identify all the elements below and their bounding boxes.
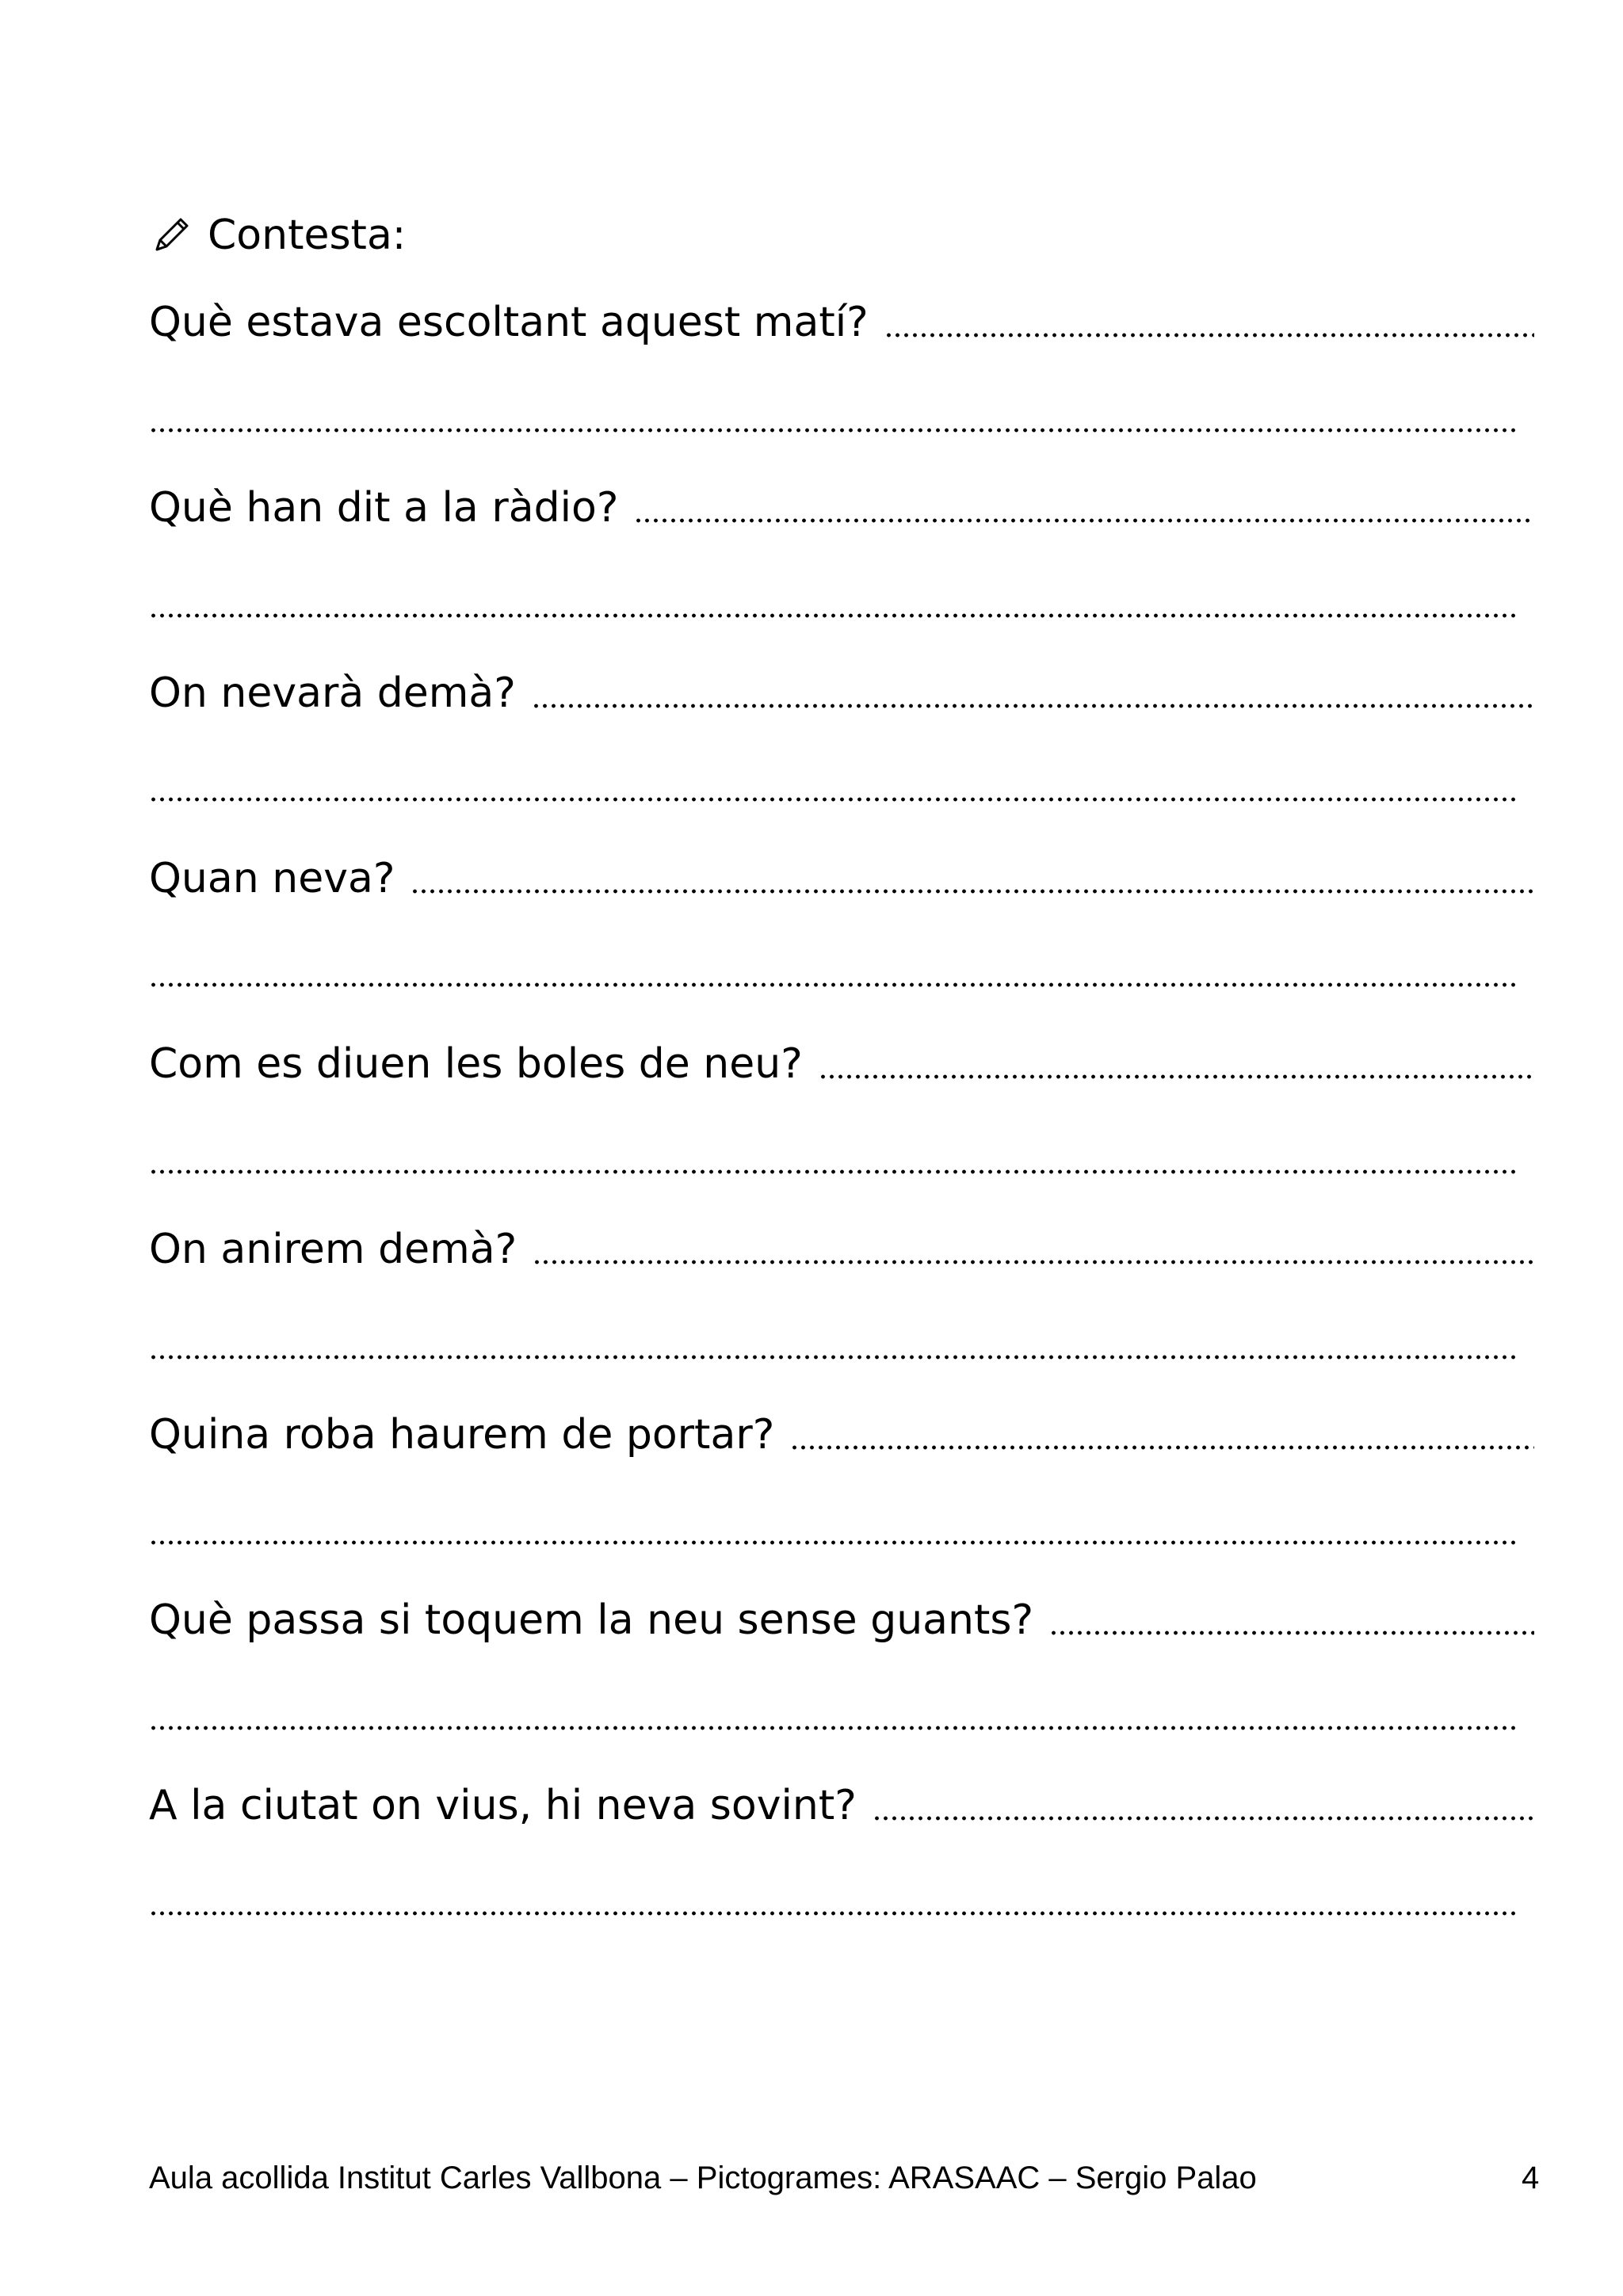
answer-line[interactable]	[149, 612, 1518, 620]
answer-line[interactable]	[149, 981, 1518, 989]
answer-line[interactable]	[149, 1724, 1518, 1732]
question-text: Què han dit a la ràdio?	[149, 484, 619, 532]
answer-dots[interactable]	[634, 517, 1534, 524]
answer-dots[interactable]	[790, 1444, 1534, 1451]
question-row	[149, 666, 1534, 721]
answer-line[interactable]	[149, 795, 1518, 803]
section-heading	[149, 208, 406, 263]
question-row	[149, 1778, 1534, 1833]
answer-line[interactable]	[149, 1539, 1518, 1547]
answer-dots[interactable]	[884, 331, 1534, 339]
question-row	[149, 851, 1534, 906]
answer-dots[interactable]	[873, 1814, 1534, 1822]
footer-credit: Aula acollida Institut Carles Vallbona – Pictogrames: ARASAAC – Sergio Palao	[149, 2161, 1257, 2195]
question-row	[149, 1036, 1534, 1092]
question-text: Què estava escoltant aquest matí?	[149, 299, 869, 346]
question-text: Què passa si toquem la neu sense guants?	[149, 1596, 1034, 1644]
question-row	[149, 1222, 1534, 1277]
answer-dots[interactable]	[532, 702, 1534, 710]
pencil-icon	[149, 213, 193, 257]
answer-dots[interactable]	[1049, 1629, 1534, 1637]
question-text: Quina roba haurem de portar?	[149, 1411, 775, 1459]
heading-label: Contesta:	[208, 212, 407, 259]
answer-dots[interactable]	[819, 1073, 1534, 1081]
answer-dots[interactable]	[533, 1258, 1534, 1266]
question-row	[149, 480, 1534, 536]
page-number: 4	[1522, 2161, 1540, 2195]
question-text: Quan neva?	[149, 855, 395, 902]
question-text: A la ciutat on vius, hi neva sovint?	[149, 1782, 857, 1829]
answer-line[interactable]	[149, 1168, 1518, 1176]
question-row	[149, 295, 1534, 350]
question-text: Com es diuen les boles de neu?	[149, 1040, 803, 1088]
question-row	[149, 1592, 1534, 1648]
answer-line[interactable]	[149, 1909, 1518, 1917]
question-text: On nevarà demà?	[149, 669, 516, 717]
answer-dots[interactable]	[411, 887, 1534, 895]
answer-line[interactable]	[149, 1353, 1518, 1361]
question-row	[149, 1407, 1534, 1463]
answer-line[interactable]	[149, 426, 1518, 434]
question-text: On anirem demà?	[149, 1226, 517, 1273]
